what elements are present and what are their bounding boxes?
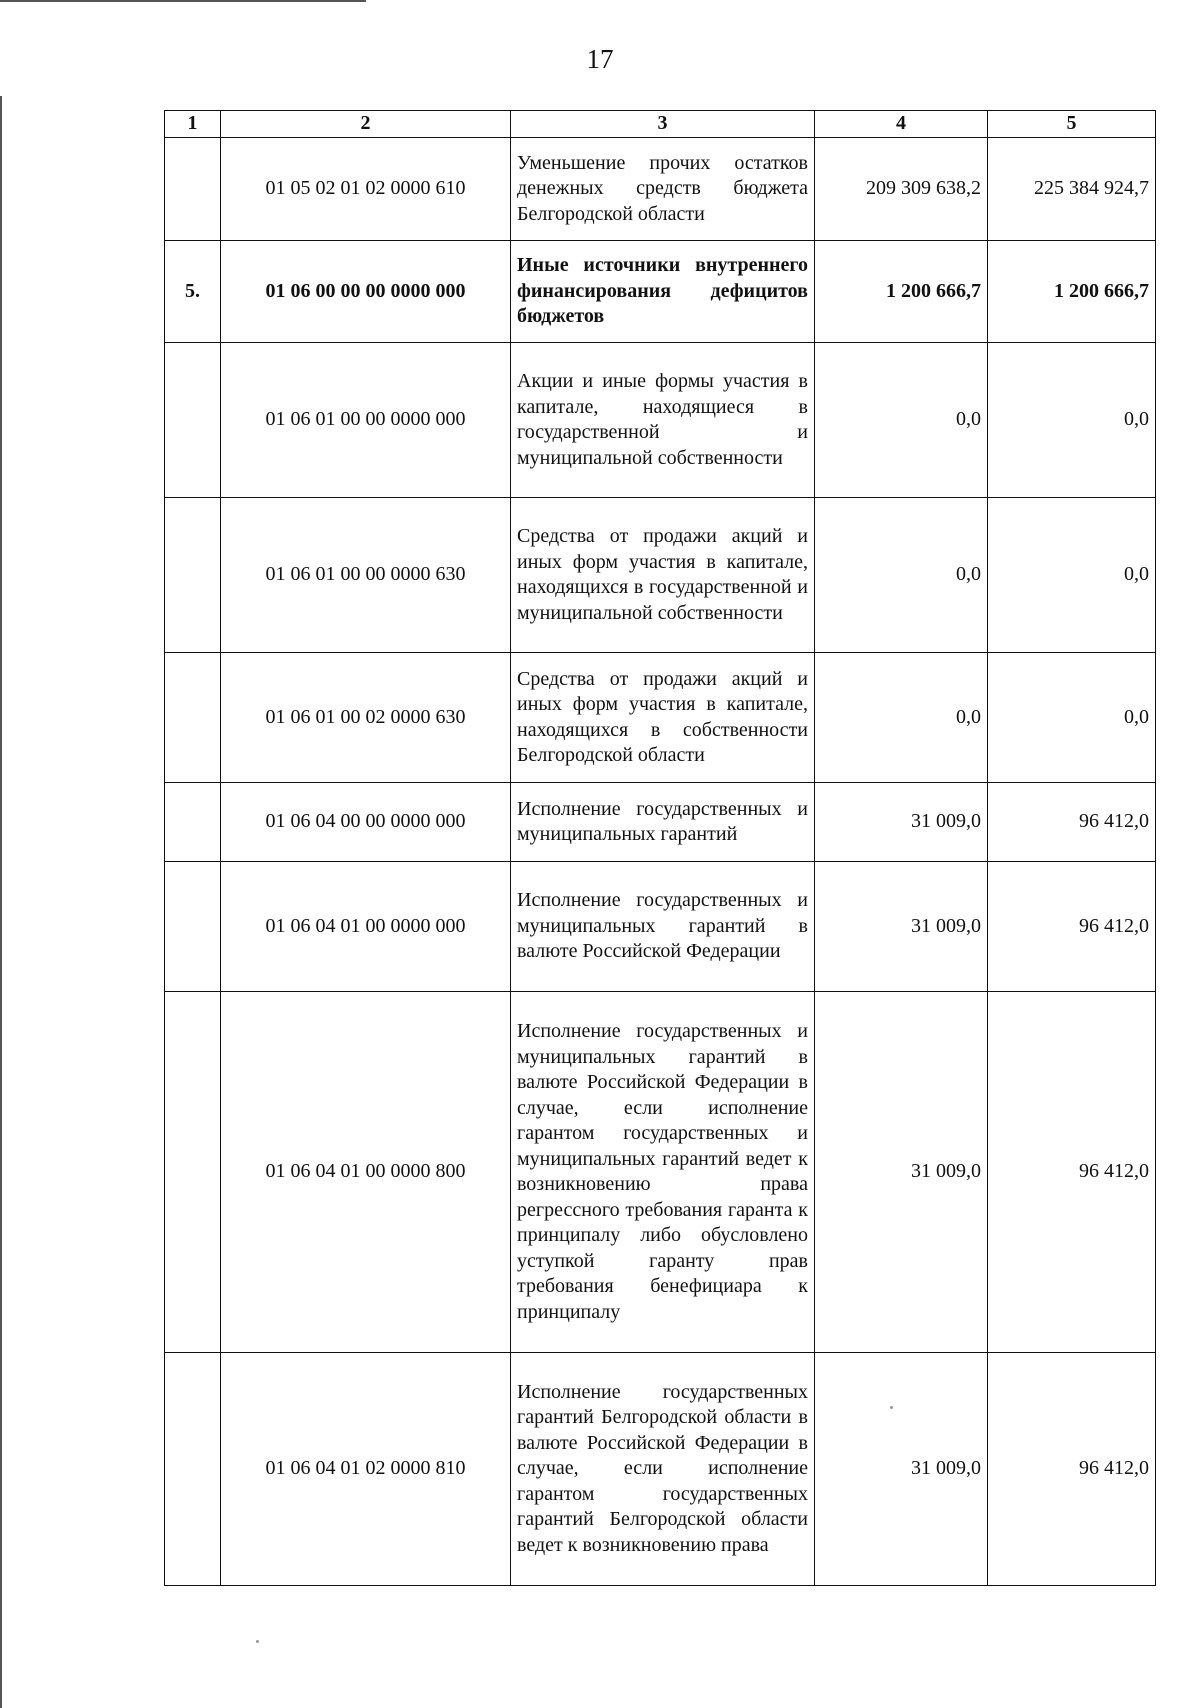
amount-year1-cell: 0,0 <box>815 498 988 653</box>
amount-year2-cell: 96 412,0 <box>988 992 1156 1353</box>
budget-code-cell: 01 06 04 01 00 0000 800 <box>221 992 511 1353</box>
description-cell: Исполнение государственных и муниципальных гарантий в валюте Российской Федерации в случае, если исполнение гарантом государственных и муниципальных гарантий ведет к возникновению права регрессного требования гаранта к принципалу либо обусловлено уступкой гаранту прав требования бенефициара к принципалу <box>511 992 815 1353</box>
table-row <box>165 498 1156 653</box>
row-number-cell <box>165 783 221 862</box>
budget-code-cell: 01 06 04 01 02 0000 810 <box>221 1353 511 1586</box>
scan-speck <box>890 1406 893 1409</box>
amount-year1-cell: 209 309 638,2 <box>815 138 988 241</box>
amount-year2-cell: 0,0 <box>988 498 1156 653</box>
row-number-cell: 5. <box>165 241 221 343</box>
amount-year2-cell: 96 412,0 <box>988 783 1156 862</box>
amount-year2-cell: 0,0 <box>988 653 1156 783</box>
row-number-cell <box>165 498 221 653</box>
description-cell: Исполнение государственных гарантий Белгородской области в валюте Российской Федерации в случае, если исполнение гарантом государственных гарантий Белгородской области ведет к возникновению права <box>511 1353 815 1586</box>
table-row <box>165 343 1156 498</box>
row-number-cell <box>165 1353 221 1586</box>
budget-code-cell: 01 06 00 00 00 0000 000 <box>221 241 511 343</box>
amount-year2-cell: 96 412,0 <box>988 862 1156 992</box>
scan-left-border <box>0 96 2 1708</box>
budget-code-cell: 01 05 02 01 02 0000 610 <box>221 138 511 241</box>
amount-year2-cell: 96 412,0 <box>988 1353 1156 1586</box>
amount-year1-cell: 31 009,0 <box>815 862 988 992</box>
description-cell: Иные источники внутреннего финансирования дефицитов бюджетов <box>511 241 815 343</box>
description-cell: Акции и иные формы участия в капитале, находящиеся в государственной и муниципальной собственности <box>511 343 815 498</box>
amount-year1-cell: 0,0 <box>815 653 988 783</box>
amount-year1-cell: 31 009,0 <box>815 992 988 1353</box>
table-row <box>165 862 1156 992</box>
amount-year1-cell: 1 200 666,7 <box>815 241 988 343</box>
table-row <box>165 992 1156 1353</box>
column-header: 1 <box>165 111 221 138</box>
description-cell: Средства от продажи акций и иных форм участия в капитале, находящихся в государственной и муниципальной собственности <box>511 498 815 653</box>
budget-code-cell: 01 06 04 00 00 0000 000 <box>221 783 511 862</box>
table-row <box>165 241 1156 343</box>
description-cell: Уменьшение прочих остатков денежных средств бюджета Белгородской области <box>511 138 815 241</box>
amount-year1-cell: 0,0 <box>815 343 988 498</box>
table-row <box>165 783 1156 862</box>
column-header: 5 <box>988 111 1156 138</box>
column-header: 3 <box>511 111 815 138</box>
budget-code-cell: 01 06 01 00 00 0000 630 <box>221 498 511 653</box>
description-cell: Исполнение государственных и муниципальных гарантий в валюте Российской Федерации <box>511 862 815 992</box>
budget-code-cell: 01 06 01 00 00 0000 000 <box>221 343 511 498</box>
table-row <box>165 138 1156 241</box>
row-number-cell <box>165 862 221 992</box>
scan-top-border <box>0 0 366 2</box>
amount-year2-cell: 1 200 666,7 <box>988 241 1156 343</box>
row-number-cell <box>165 343 221 498</box>
sources-table <box>164 110 1156 1586</box>
row-number-cell <box>165 138 221 241</box>
table-header-row <box>165 111 1156 138</box>
amount-year1-cell: 31 009,0 <box>815 783 988 862</box>
table-row <box>165 1353 1156 1586</box>
budget-code-cell: 01 06 01 00 02 0000 630 <box>221 653 511 783</box>
description-cell: Исполнение государственных и муниципальных гарантий <box>511 783 815 862</box>
description-cell: Средства от продажи акций и иных форм участия в капитале, находящихся в собственности Белгородской области <box>511 653 815 783</box>
column-header: 4 <box>815 111 988 138</box>
row-number-cell <box>165 992 221 1353</box>
column-header: 2 <box>221 111 511 138</box>
scan-speck <box>256 1640 259 1643</box>
page-number: 17 <box>586 44 614 74</box>
row-number-cell <box>165 653 221 783</box>
amount-year1-cell: 31 009,0 <box>815 1353 988 1586</box>
amount-year2-cell: 225 384 924,7 <box>988 138 1156 241</box>
amount-year2-cell: 0,0 <box>988 343 1156 498</box>
table-row <box>165 653 1156 783</box>
budget-code-cell: 01 06 04 01 00 0000 000 <box>221 862 511 992</box>
